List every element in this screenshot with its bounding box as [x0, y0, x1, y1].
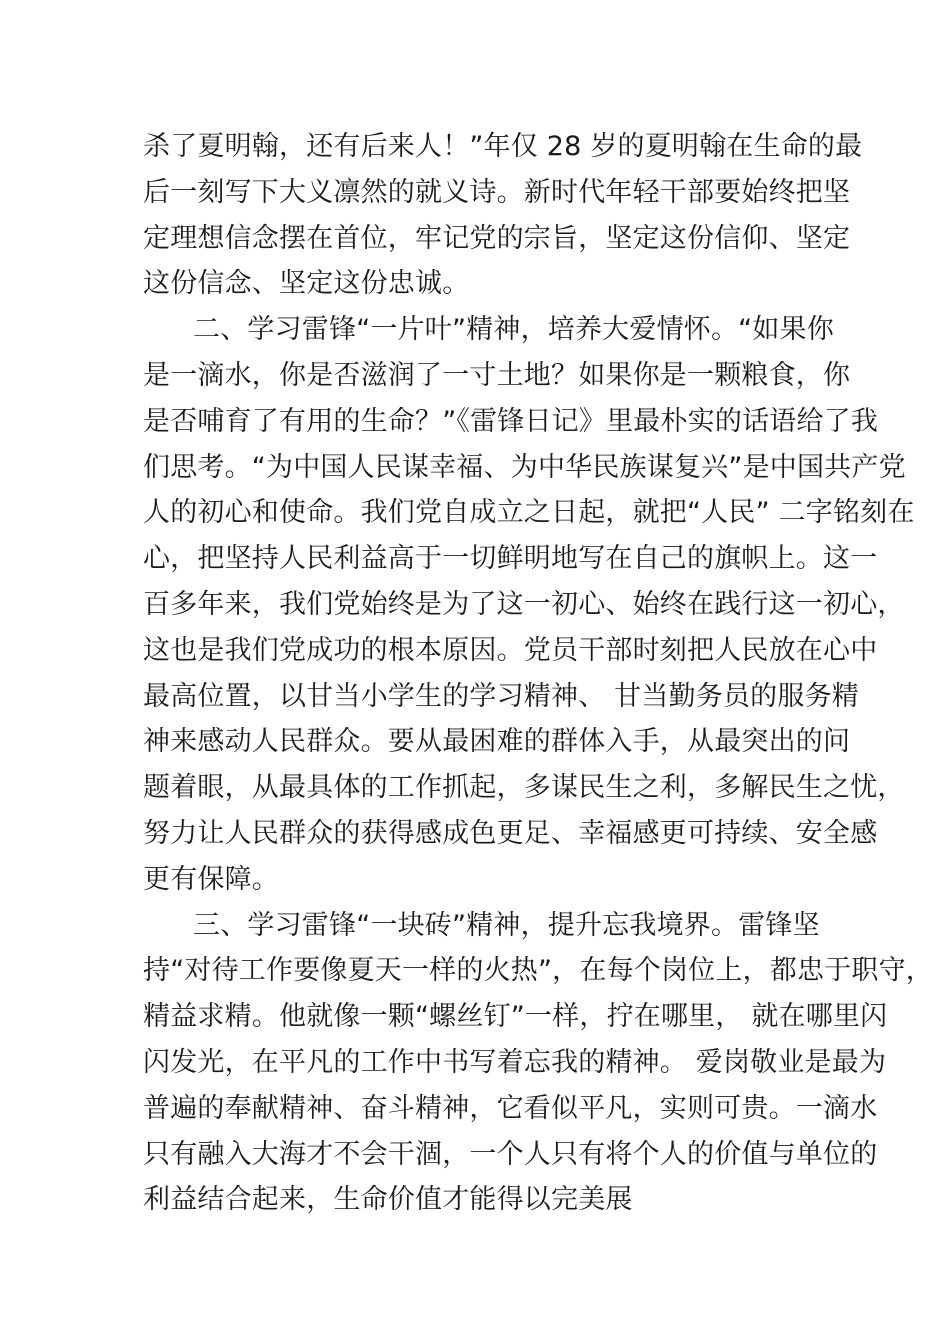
text-line: 定理想信念摆在首位，牢记党的宗旨，坚定这份信仰、坚定 [143, 222, 851, 254]
text-line: 持“对待工作要像夏天一样的火热”，在每个岗位上，都忠于职守， [143, 955, 933, 987]
text-line: 杀了夏明翰，还有后来人！”年仅 28 岁的夏明翰在生命的最 [143, 131, 863, 162]
text-line: 是一滴水，你是否滋润了一寸土地？如果你是一颗粮食，你 [143, 359, 851, 391]
text-line: 百多年来，我们党始终是为了这一初心、始终在践行这一初心， [143, 588, 905, 620]
text-line: 们思考。“为中国人民谋幸福、为中华民族谋复兴”是中国共产党 [143, 451, 906, 483]
text-line: 后一刻写下大义凛然的就义诗。新时代年轻干部要始终把坚 [143, 176, 851, 208]
document-body [143, 124, 933, 1223]
text-line: 题着眼，从最具体的工作抓起，多谋民生之利，多解民生之忧， [143, 772, 905, 804]
text-line: 普遍的奉献精神、奋斗精神，它看似平凡，实则可贵。一滴水 [143, 1092, 878, 1124]
text-line: 闪发光，在平凡的工作中书写着忘我的精神。 爱岗敬业是最为 [143, 1046, 887, 1078]
text-line: 神来感动人民群众。要从最困难的群体入手，从最突出的问 [143, 726, 851, 758]
text-line: 利益结合起来，生命价值才能得以完美展 [143, 1184, 633, 1216]
text-line: 只有融入大海才不会干涸，一个人只有将个人的价值与单位的 [143, 1138, 878, 1170]
text-line: 最高位置，以甘当小学生的学习精神、 甘当勤务员的服务精 [143, 680, 859, 712]
text-line: 这也是我们党成功的根本原因。党员干部时刻把人民放在心中 [143, 634, 878, 666]
text-line: 精益求精。他就像一颗“螺丝钉”一样，拧在哪里， 就在哪里闪 [143, 1001, 888, 1033]
text-line: 这份信念、坚定这份忠诚。 [143, 268, 470, 300]
text-line: 更有保障。 [143, 863, 279, 895]
section-heading-line: 三、学习雷锋“一块砖”精神，提升忘我境界。雷锋坚 [193, 909, 820, 941]
text-line: 人的初心和使命。我们党自成立之日起，就把“人民” 二字铭刻在 [143, 497, 915, 529]
text-line: 是否哺育了有用的生命？”《雷锋日记》里最朴实的话语给了我 [143, 405, 879, 437]
section-heading-line: 二、学习雷锋“一片叶”精神，培养大爱情怀。“如果你 [193, 314, 834, 346]
text-line: 心，把坚持人民利益高于一切鲜明地写在自己的旗帜上。这一 [143, 543, 878, 575]
text-line: 努力让人民群众的获得感成色更足、幸福感更可持续、安全感 [143, 817, 878, 849]
